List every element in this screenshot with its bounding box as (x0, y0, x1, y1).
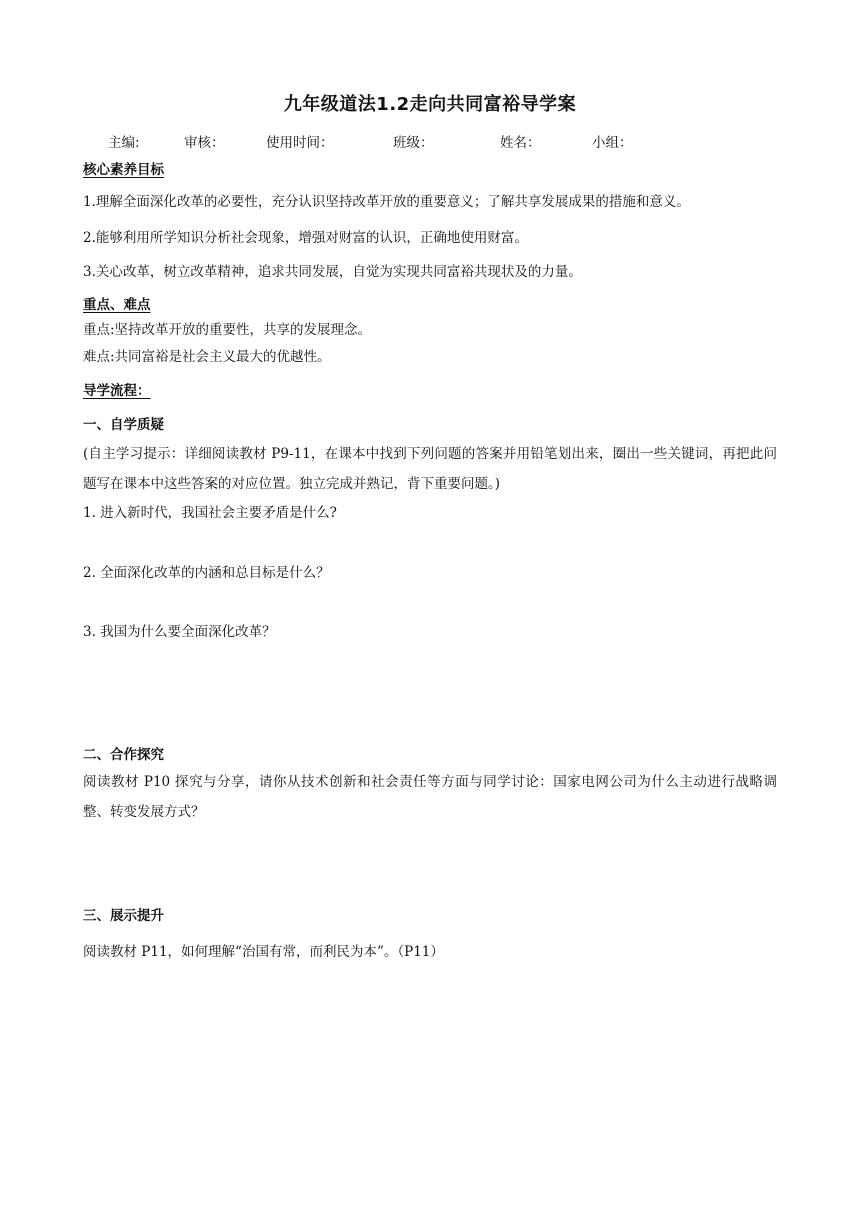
header-date: 使用时间： (266, 135, 334, 151)
goal-item: 1.理解全面深化改革的必要性，充分认识坚持改革开放的重要意义；了解共享发展成果的措施和意义。 (83, 194, 690, 210)
question-item: 1. 进入新时代，我国社会主要矛盾是什么? (83, 505, 337, 521)
goal-item: 3.关心改革，树立改革精神，追求共同发展，自觉为实现共同富裕共现状及的力量。 (83, 264, 582, 280)
header-editor: 主编: (108, 135, 140, 151)
part1-hint: (自主学习提示：详细阅读教材 P9-11，在课本中找到下列问题的答案并用铅笔划出来，圈出一些关键词，再把此问题写在课本中这些答案的对应位置。独立完成并熟记，背下重要问题。) (83, 446, 777, 492)
page-title: 九年级道法1.2走向共同富裕导学案 (283, 94, 577, 115)
header-reviewer: 审核： (184, 135, 225, 151)
part1-heading: 一、自学质疑 (83, 417, 164, 433)
goals-heading: 核心素养目标 (83, 162, 164, 178)
question-item: 3. 我国为什么要全面深化改革？ (83, 624, 276, 640)
header-group: 小组： (592, 135, 633, 151)
header-name: 姓名： (500, 135, 541, 151)
part2-text: 阅读教材 P10 探究与分享，请你从技术创新和社会责任等方面与同学讨论：国家电网公司为什么主动进行战略调整、转变发展方式？ (83, 774, 777, 820)
key-heading: 重点、难点 (83, 297, 151, 313)
difficult-point: 难点:共同富裕是社会主义最大的优越性。 (83, 349, 331, 365)
part3-heading: 三、展示提升 (83, 908, 164, 924)
key-point: 重点:坚持改革开放的重要性，共享的发展理念。 (83, 322, 372, 338)
flow-heading: 导学流程： (83, 383, 151, 399)
part3-text: 阅读教材 P11，如何理解“治国有常，而利民为本”。（P11） (83, 944, 444, 960)
question-item: 2. 全面深化改革的内涵和总目标是什么？ (83, 565, 330, 581)
part2-heading: 二、合作探究 (83, 747, 164, 763)
goal-item: 2.能够利用所学知识分析社会现象，增强对财富的认识，正确地使用财富。 (83, 230, 528, 246)
header-class: 班级： (393, 135, 434, 151)
